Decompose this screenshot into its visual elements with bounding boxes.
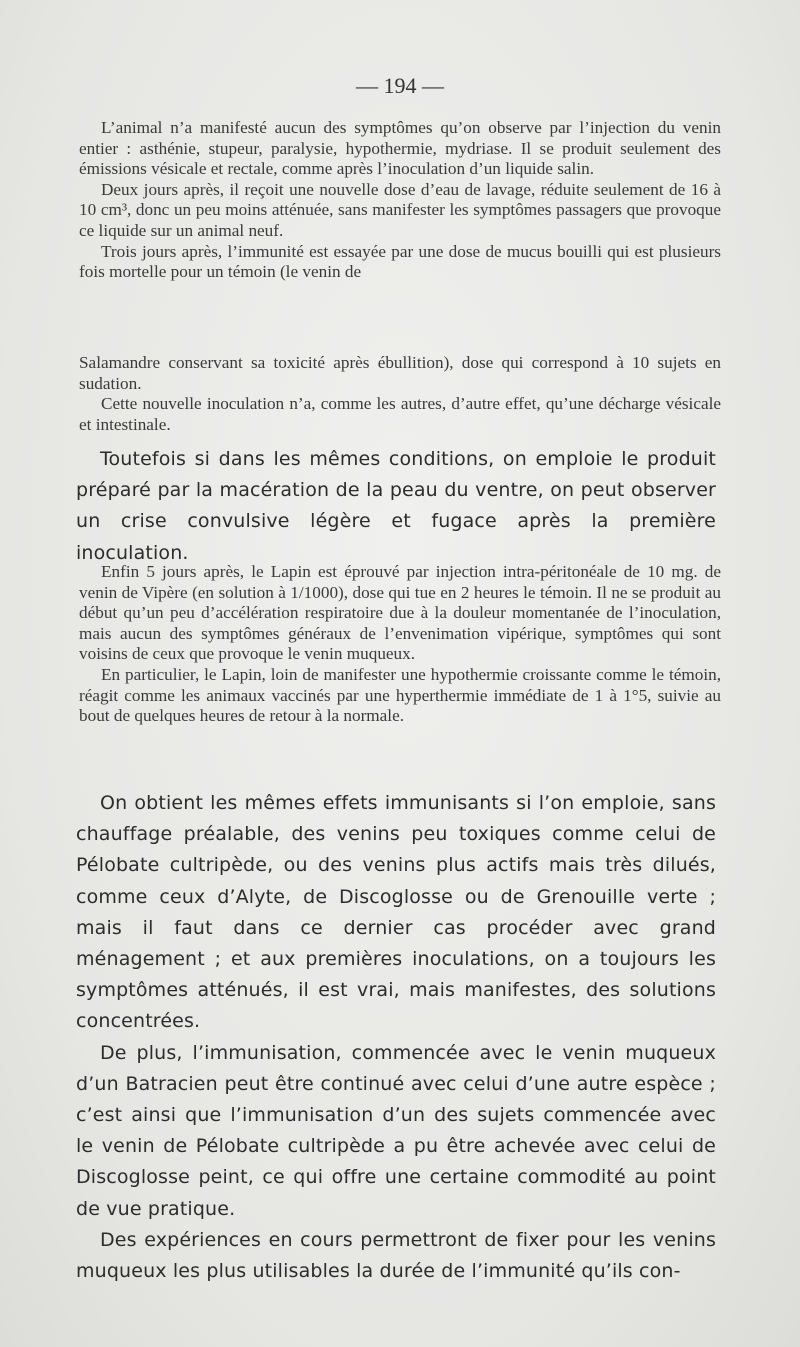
paragraph-group-4 bbox=[79, 562, 721, 727]
paragraph: De plus, l’immunisation, commencée avec le venin muqueux d’un Batracien peut être continué avec celui d’une autre espèce ; c’est ainsi que l’immunisation d’un des sujets commencée avec le venin de Pélobate cultripède a pu être achevée avec celui de Discoglosse peint, ce qui offre une certaine commodité au point de vue pratique. bbox=[76, 1041, 716, 1220]
paragraph: Cette nouvelle inoculation n’a, comme les autres, d’autre effet, qu’une décharge vésicale et intestinale. bbox=[79, 394, 721, 434]
page-number: — 194 — bbox=[356, 73, 444, 98]
paragraph-group-5 bbox=[76, 788, 716, 1287]
paragraph: Des expériences en cours permettront de fixer pour les venins muqueux les plus utilisables la durée de l’immunité qu’ils con- bbox=[76, 1228, 716, 1283]
paragraph-group-2 bbox=[79, 353, 721, 435]
paragraph: On obtient les mêmes effets immunisants si l’on emploie, sans chauffage préalable, des venins peu toxiques comme celui de Pélobate cultripède, ou des venins plus actifs mais très dilués, comme ceux d’Alyte, de Discoglosse ou de Grenouille verte ; mais il faut dans ce dernier cas procéder avec grand ménagement ; et aux premières inoculations, on a toujours les symptômes atténués, il est vrai, mais manifestes, des solutions concentrées. bbox=[76, 792, 716, 1033]
paragraph-group-3 bbox=[76, 444, 716, 569]
paragraph: Trois jours après, l’immunité est essayée par une dose de mucus bouilli qui est plusieurs fois mortelle pour un témoin (le venin de bbox=[79, 241, 721, 282]
paragraph: Deux jours après, il reçoit une nouvelle dose d’eau de lavage, réduite seulement de 16 à 10 cm³, donc un peu moins atténuée, sans manifester les symptômes passagers que provoque ce liquide sur un animal neuf. bbox=[79, 179, 721, 240]
paragraph: Salamandre conservant sa toxicité après ébullition), dose qui correspond à 10 sujets en sudation. bbox=[79, 353, 721, 393]
paragraph: Enfin 5 jours après, le Lapin est éprouvé par injection intra-péritonéale de 10 mg. de venin de Vipère (en solution à 1/1000), dose qui tue en 2 heures le témoin. Il ne se produit au début qu’un peu d’accélération respiratoire due à la douleur momentanée de l’inoculation, mais aucun des symptômes généraux de l’envenimation vipérique, symptômes qui sont voisins de ceux que provoque le venin muqueux. bbox=[79, 562, 721, 664]
paragraph: En particulier, le Lapin, loin de manifester une hypothermie croissante comme le témoin, réagit comme les animaux vaccinés par une hyperthermie immédiate de 1 à 1°5, suivie au bout de quelques heures de retour à la normale. bbox=[79, 664, 721, 726]
paragraph: Toutefois si dans les mêmes conditions, on emploie le produit préparé par la macération de la peau du ventre, on peut observer un crise convulsive légère et fugace après la première inoculation. bbox=[76, 448, 716, 564]
paragraph-group-1 bbox=[79, 118, 721, 283]
paragraph: L’animal n’a manifesté aucun des symptômes qu’on observe par l’injection du venin entier : asthénie, stupeur, paralysie, hypothermie, mydriase. Il se produit seulement des émissions vésicale et rectale, comme après l’inoculation d’un liquide salin. bbox=[79, 118, 721, 179]
